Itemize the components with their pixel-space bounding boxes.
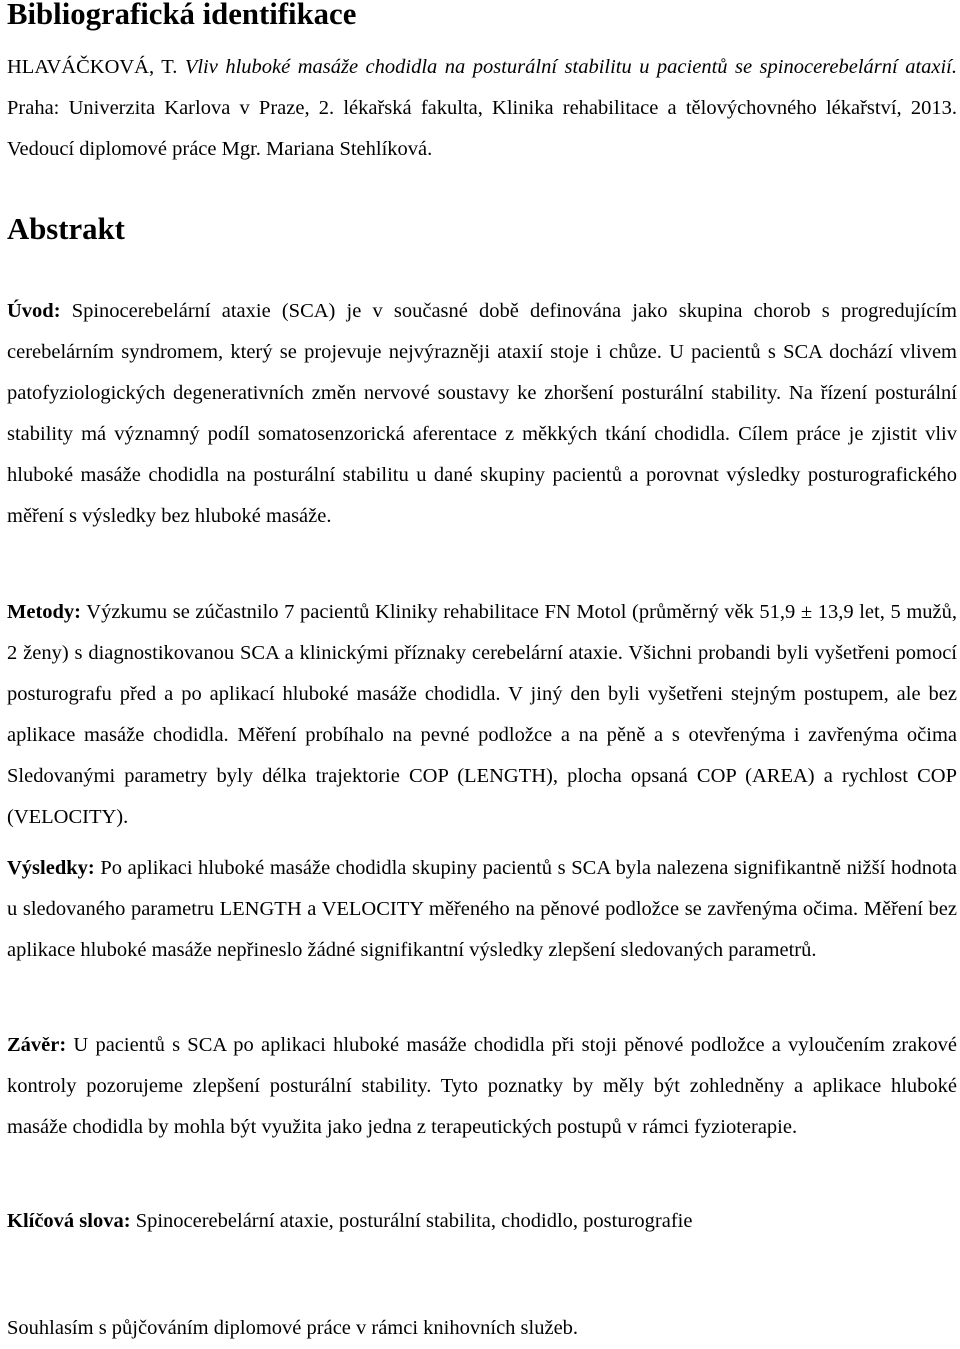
abstract-keywords [7,1201,957,1242]
library-consent-statement: Souhlasím s půjčováním diplomové práce v rámci knihovních služeb. [7,1317,579,1339]
methods-text: Výzkumu se zúčastnilo 7 pacientů Kliniky rehabilitace FN Motol (průměrný věk 51,9 ± 13,9 let, 5 mužů, 2 ženy) s diagnostikovanou SCA a klinickými příznaky cerebelární ataxie. Všichni probandi byli vyšetřeni pomocí posturografu před a po aplikací hluboké masáže chodidla. V jiný den byli vyšetřeni stejným postupem, ale bez aplikace masáže chodidla. Měření probíhalo na pevné podložce a na pěně a s otevřenýma i zavřenýma očima Sledovanými parametry byly délka trajektorie COP (LENGTH), plocha opsaná COP (AREA) a rychlost COP (VELOCITY). [7,601,957,828]
citation-author: HLAVÁČKOVÁ, T. [7,56,178,78]
keywords-text: Spinocerebelární ataxie, posturální stabilita, chodidlo, posturografie [135,1210,693,1232]
conclusion-text: U pacientů s SCA po aplikaci hluboké masáže chodidla při stoji pěnové podložce a vyloučením zrakové kontroly pozorujeme zlepšení posturální stability. Tyto poznatky by měly být zohledněny a aplikace hluboké masáže chodidla by mohla být využita jako jedna z terapeutických postupů v rámci fyzioterapie. [7,1034,957,1138]
citation-thesis-title: Vliv hluboké masáže chodidla na posturální stabilitu u pacientů se spinocerebelární ataxií. [184,56,958,78]
abstract-results [7,848,957,971]
introduction-label: Úvod: [7,300,61,322]
abstract-heading: Abstrakt [7,212,125,246]
bibliographic-citation [7,47,957,170]
results-label: Výsledky: [7,857,95,879]
bibliographic-identification-heading: Bibliografická identifikace [7,0,357,31]
results-text: Po aplikaci hluboké masáže chodidla skupiny pacientů s SCA byla nalezena signifikantně nižší hodnota u sledovaného parametru LENGTH a VELOCITY měřeného na pěnové podložce se zavřenýma očima. Měření bez aplikace hluboké masáže nepřineslo žádné signifikantní výsledky zlepšení sledovaných parametrů. [7,857,957,961]
keywords-label: Klíčová slova: [7,1210,131,1232]
conclusion-label: Závěr: [7,1034,67,1056]
citation-publication: Praha: Univerzita Karlova v Praze, 2. lékařská fakulta, Klinika rehabilitace a tělovýchovného lékařství, 2013. Vedoucí diplomové práce Mgr. Mariana Stehlíková. [7,97,957,160]
abstract-methods [7,592,957,838]
abstract-conclusion [7,1025,957,1148]
introduction-text: Spinocerebelární ataxie (SCA) je v současné době definována jako skupina chorob s progredujícím cerebelárním syndromem, který se projevuje nejvýrazněji ataxií stoje i chůze. U pacientů s SCA dochází vlivem patofyziologických degenerativních změn nervové soustavy ke zhoršení posturální stability. Na řízení posturální stability má významný podíl somatosenzorická aferentace z měkkých tkání chodidla. Cílem práce je zjistit vliv hluboké masáže chodidla na posturální stabilitu u dané skupiny pacientů a porovnat výsledky posturografického měření s výsledky bez hluboké masáže. [7,300,957,527]
abstract-introduction [7,291,957,537]
methods-label: Metody: [7,601,82,623]
